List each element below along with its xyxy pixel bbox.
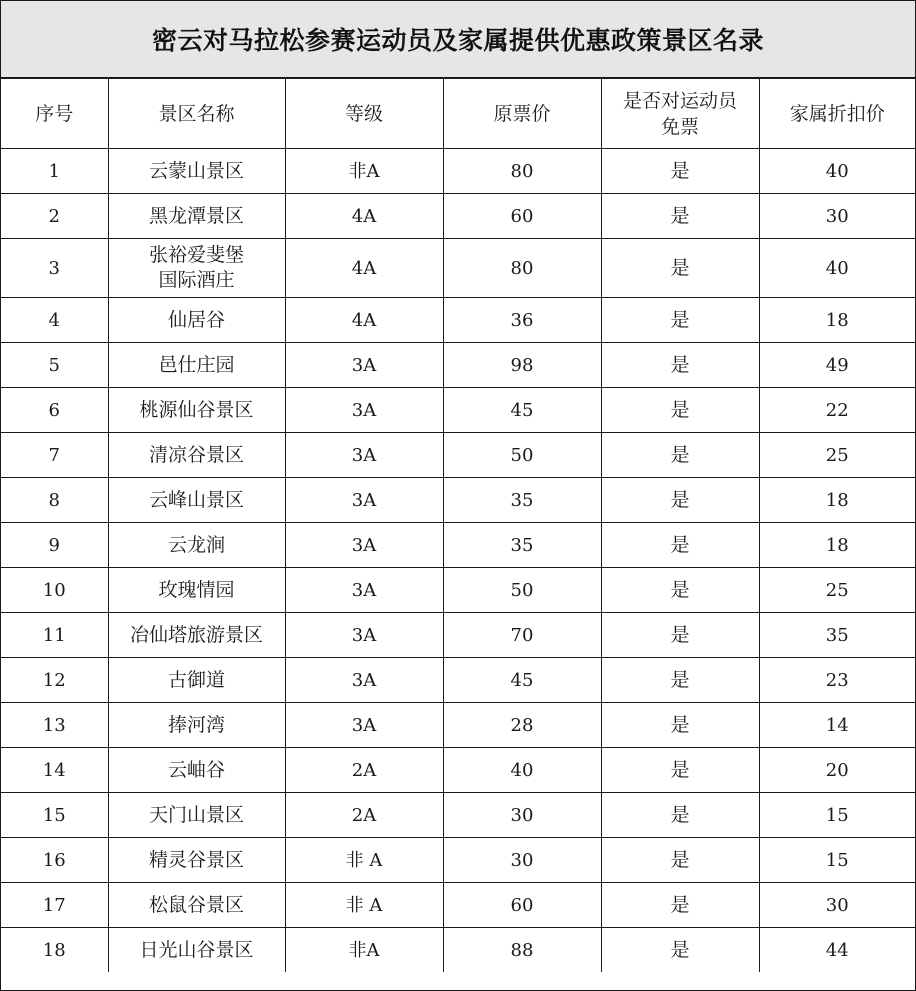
cell-scenic-name <box>108 883 285 928</box>
cell-family-price: 22 <box>759 388 915 433</box>
cell-original-price: 98 <box>443 343 601 388</box>
cell-athlete-free: 是 <box>601 388 759 433</box>
cell-original-price: 45 <box>443 658 601 703</box>
scenic-name-line1: 仙居谷 <box>167 308 225 331</box>
table-row <box>1 433 915 478</box>
table-body <box>1 149 915 973</box>
cell-serial-number: 7 <box>1 433 108 478</box>
cell-scenic-name <box>108 613 285 658</box>
cell-original-price: 88 <box>443 928 601 973</box>
cell-athlete-free: 是 <box>601 523 759 568</box>
cell-scenic-name <box>108 343 285 388</box>
cell-athlete-free: 是 <box>601 793 759 838</box>
table-row <box>1 478 915 523</box>
cell-athlete-free: 是 <box>601 883 759 928</box>
cell-athlete-free: 是 <box>601 149 759 194</box>
cell-scenic-name <box>108 388 285 433</box>
cell-serial-number: 11 <box>1 613 108 658</box>
cell-family-price: 14 <box>759 703 915 748</box>
cell-family-price: 30 <box>759 194 915 239</box>
cell-original-price: 40 <box>443 748 601 793</box>
cell-athlete-free: 是 <box>601 194 759 239</box>
cell-athlete-free: 是 <box>601 568 759 613</box>
cell-level: 非A <box>285 928 443 973</box>
cell-level: 3A <box>285 433 443 478</box>
cell-original-price: 80 <box>443 149 601 194</box>
cell-athlete-free: 是 <box>601 838 759 883</box>
header-original-price: 原票价 <box>443 79 601 149</box>
scenic-spot-table <box>1 79 915 972</box>
cell-serial-number: 13 <box>1 703 108 748</box>
cell-serial-number: 6 <box>1 388 108 433</box>
table-row <box>1 568 915 613</box>
cell-level: 非A <box>285 149 443 194</box>
cell-scenic-name <box>108 568 285 613</box>
scenic-name-line1: 玫瑰情园 <box>158 578 235 601</box>
table-row <box>1 523 915 568</box>
scenic-name-line1: 松鼠谷景区 <box>148 893 244 916</box>
scenic-name-line1: 云峰山景区 <box>148 488 244 511</box>
header-scenic-name: 景区名称 <box>108 79 285 149</box>
cell-original-price: 50 <box>443 568 601 613</box>
cell-serial-number: 9 <box>1 523 108 568</box>
cell-original-price: 45 <box>443 388 601 433</box>
cell-serial-number: 3 <box>1 239 108 298</box>
header-row <box>1 79 915 149</box>
cell-scenic-name <box>108 433 285 478</box>
table-row <box>1 703 915 748</box>
cell-original-price: 35 <box>443 478 601 523</box>
scenic-name-line1: 捧河湾 <box>167 713 225 736</box>
cell-family-price: 30 <box>759 883 915 928</box>
cell-scenic-name <box>108 658 285 703</box>
cell-family-price: 25 <box>759 433 915 478</box>
cell-athlete-free: 是 <box>601 433 759 478</box>
cell-athlete-free: 是 <box>601 748 759 793</box>
cell-original-price: 60 <box>443 194 601 239</box>
scenic-name-line1: 冶仙塔旅游景区 <box>129 623 263 646</box>
table-row <box>1 838 915 883</box>
table-row <box>1 613 915 658</box>
cell-level: 2A <box>285 748 443 793</box>
cell-scenic-name <box>108 703 285 748</box>
scenic-name-line1: 云岫谷 <box>167 758 225 781</box>
cell-scenic-name <box>108 149 285 194</box>
cell-serial-number: 15 <box>1 793 108 838</box>
header-athlete-free-line1: 是否对运动员 <box>622 89 737 112</box>
table-row <box>1 343 915 388</box>
cell-scenic-name <box>108 838 285 883</box>
cell-original-price: 30 <box>443 793 601 838</box>
header-level: 等级 <box>285 79 443 149</box>
cell-family-price: 49 <box>759 343 915 388</box>
cell-family-price: 20 <box>759 748 915 793</box>
table-row <box>1 194 915 239</box>
cell-scenic-name <box>108 748 285 793</box>
cell-family-price: 44 <box>759 928 915 973</box>
cell-level: 3A <box>285 523 443 568</box>
title-bar <box>1 1 915 79</box>
cell-level: 3A <box>285 478 443 523</box>
cell-scenic-name <box>108 298 285 343</box>
cell-level: 3A <box>285 388 443 433</box>
scenic-name-line1: 黑龙潭景区 <box>148 204 244 227</box>
header-athlete-free-line2: 免票 <box>660 115 699 138</box>
table-row <box>1 928 915 973</box>
cell-level: 3A <box>285 343 443 388</box>
scenic-name-line1: 古御道 <box>167 668 225 691</box>
cell-original-price: 70 <box>443 613 601 658</box>
cell-family-price: 23 <box>759 658 915 703</box>
table-row <box>1 239 915 298</box>
cell-athlete-free: 是 <box>601 658 759 703</box>
cell-serial-number: 2 <box>1 194 108 239</box>
cell-level: 3A <box>285 613 443 658</box>
cell-family-price: 40 <box>759 149 915 194</box>
cell-scenic-name <box>108 523 285 568</box>
cell-family-price: 15 <box>759 838 915 883</box>
cell-original-price: 30 <box>443 838 601 883</box>
page-title: 密云对马拉松参赛运动员及家属提供优惠政策景区名录 <box>151 26 764 55</box>
cell-original-price: 36 <box>443 298 601 343</box>
cell-serial-number: 16 <box>1 838 108 883</box>
cell-original-price: 80 <box>443 239 601 298</box>
table-row <box>1 883 915 928</box>
header-family-price: 家属折扣价 <box>759 79 915 149</box>
cell-athlete-free: 是 <box>601 703 759 748</box>
cell-level: 4A <box>285 194 443 239</box>
scenic-name-line1: 邑仕庄园 <box>158 353 235 376</box>
scenic-name-line1: 清凉谷景区 <box>148 443 244 466</box>
cell-scenic-name <box>108 194 285 239</box>
cell-level: 3A <box>285 568 443 613</box>
cell-level: 3A <box>285 703 443 748</box>
scenic-name-line1: 日光山谷景区 <box>139 938 254 961</box>
cell-serial-number: 1 <box>1 149 108 194</box>
cell-athlete-free: 是 <box>601 613 759 658</box>
table-row <box>1 298 915 343</box>
table-row <box>1 388 915 433</box>
cell-athlete-free: 是 <box>601 928 759 973</box>
cell-scenic-name <box>108 793 285 838</box>
cell-family-price: 40 <box>759 239 915 298</box>
cell-athlete-free: 是 <box>601 343 759 388</box>
cell-level: 3A <box>285 658 443 703</box>
cell-level: 2A <box>285 793 443 838</box>
scenic-name-line1: 云龙涧 <box>167 533 225 556</box>
cell-family-price: 25 <box>759 568 915 613</box>
cell-scenic-name <box>108 928 285 973</box>
header-serial-number: 序号 <box>1 79 108 149</box>
cell-scenic-name <box>108 478 285 523</box>
cell-serial-number: 17 <box>1 883 108 928</box>
cell-serial-number: 5 <box>1 343 108 388</box>
cell-serial-number: 10 <box>1 568 108 613</box>
scenic-name-line1: 张裕爱斐堡 <box>148 244 244 266</box>
table-row <box>1 658 915 703</box>
cell-serial-number: 14 <box>1 748 108 793</box>
header-athlete-free <box>601 79 759 149</box>
table-row <box>1 748 915 793</box>
cell-level: 非 A <box>285 883 443 928</box>
cell-serial-number: 18 <box>1 928 108 973</box>
scenic-name-line2: 国际酒庄 <box>158 269 235 291</box>
cell-athlete-free: 是 <box>601 478 759 523</box>
cell-scenic-name <box>108 239 285 298</box>
cell-athlete-free: 是 <box>601 298 759 343</box>
cell-original-price: 35 <box>443 523 601 568</box>
cell-family-price: 18 <box>759 298 915 343</box>
table-row <box>1 149 915 194</box>
cell-family-price: 18 <box>759 478 915 523</box>
cell-original-price: 60 <box>443 883 601 928</box>
cell-family-price: 18 <box>759 523 915 568</box>
cell-serial-number: 4 <box>1 298 108 343</box>
scenic-name-line1: 精灵谷景区 <box>148 848 244 871</box>
cell-family-price: 35 <box>759 613 915 658</box>
table-header <box>1 79 915 149</box>
cell-level: 非 A <box>285 838 443 883</box>
cell-family-price: 15 <box>759 793 915 838</box>
cell-serial-number: 8 <box>1 478 108 523</box>
cell-level: 4A <box>285 239 443 298</box>
table-row <box>1 793 915 838</box>
cell-serial-number: 12 <box>1 658 108 703</box>
scenic-name-line1: 云蒙山景区 <box>148 159 244 182</box>
scenic-name-line1: 桃源仙谷景区 <box>139 398 254 421</box>
cell-original-price: 28 <box>443 703 601 748</box>
cell-athlete-free: 是 <box>601 239 759 298</box>
cell-original-price: 50 <box>443 433 601 478</box>
scenic-name-line1: 天门山景区 <box>148 803 244 826</box>
cell-level: 4A <box>285 298 443 343</box>
